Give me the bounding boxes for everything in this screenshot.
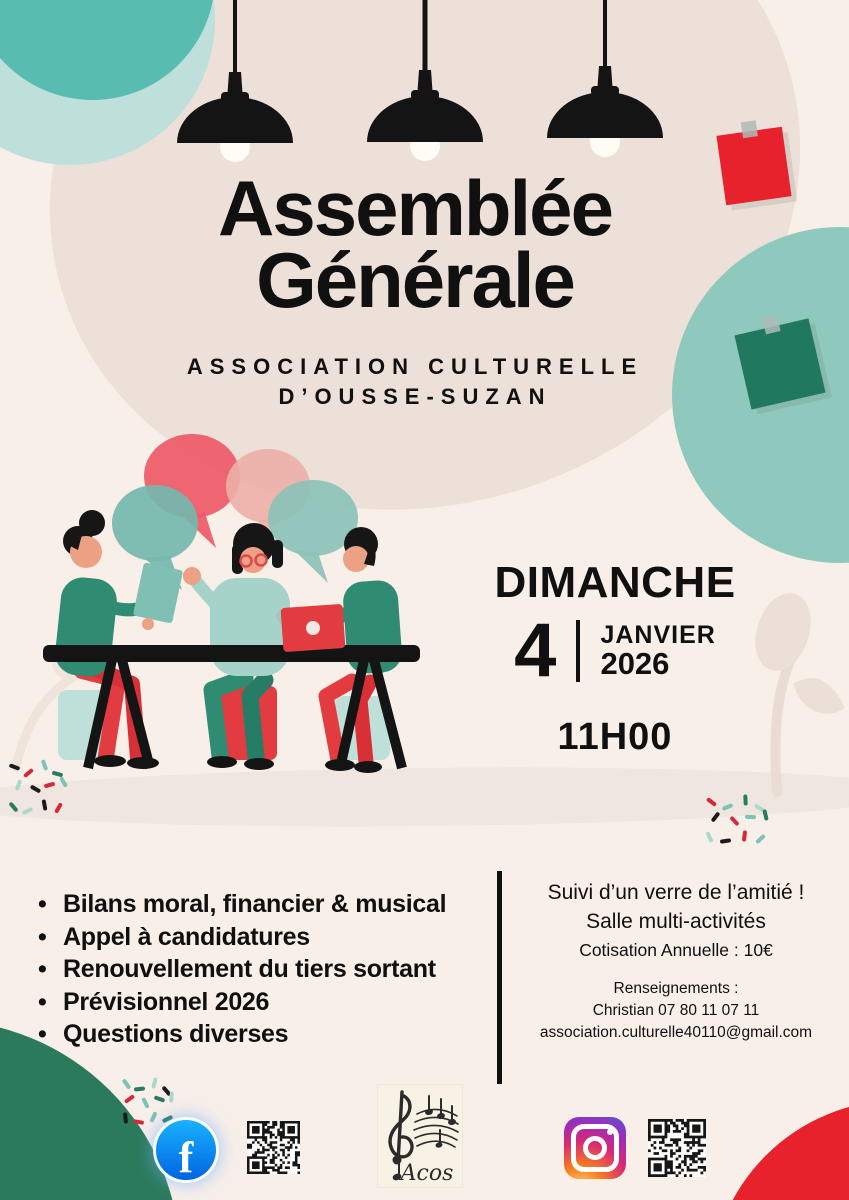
event-year: 2026 [600,645,670,681]
association-subtitle: ASSOCIATION CULTURELLE D’OUSSE-SUZAN [186,354,644,409]
pendant-lamps-icon [150,0,670,185]
event-day: 4 [514,608,557,693]
reception-note: Suivi d’un verre de l’amitié ! [547,881,805,904]
venue: Salle multi-activités [586,910,766,933]
title-line2: Générale [256,236,574,324]
agenda-item: • Questions diverses [36,1018,496,1051]
page-title [60,164,770,324]
confetti-left [4,762,68,836]
contact-phone[interactable]: Christian 07 80 11 07 11 [592,1002,760,1019]
title-line1: Assemblée [218,164,612,252]
agenda-item: • Prévisionnel 2026 [36,986,496,1019]
agenda-item: • Renouvellement du tiers sortant [36,953,496,986]
acos-logo [377,1084,463,1188]
details-block [512,878,840,1044]
treble-clef-icon [377,1084,463,1188]
qr-code-facebook[interactable] [247,1121,300,1174]
table [43,645,420,662]
instagram-icon[interactable] [564,1117,626,1179]
membership-fee: Cotisation Annuelle : 10€ [579,940,773,960]
contact-email[interactable]: association.culturelle40110@gmail.com [539,1024,813,1041]
laptop-icon [281,604,346,652]
people-meeting-illustration [20,428,440,793]
vertical-divider [497,871,502,1084]
agenda-list [36,888,496,1051]
red-corner-circle [710,1100,849,1200]
qr-code-instagram[interactable] [648,1119,706,1177]
agenda-item: • Appel à candidatures [36,921,496,954]
event-weekday: DIMANCHE [494,558,736,607]
acos-logo-text: Acos [400,1161,454,1186]
facebook-icon[interactable]: f [156,1120,216,1180]
agenda-item: • Bilans moral, financier & musical [36,888,496,921]
date-divider [576,620,580,682]
contact-label: Renseignements : [613,980,739,997]
event-month: JANVIER [600,620,716,649]
event-time: 11H00 [557,716,673,758]
confetti-right [700,797,772,863]
event-date-block [455,558,775,759]
